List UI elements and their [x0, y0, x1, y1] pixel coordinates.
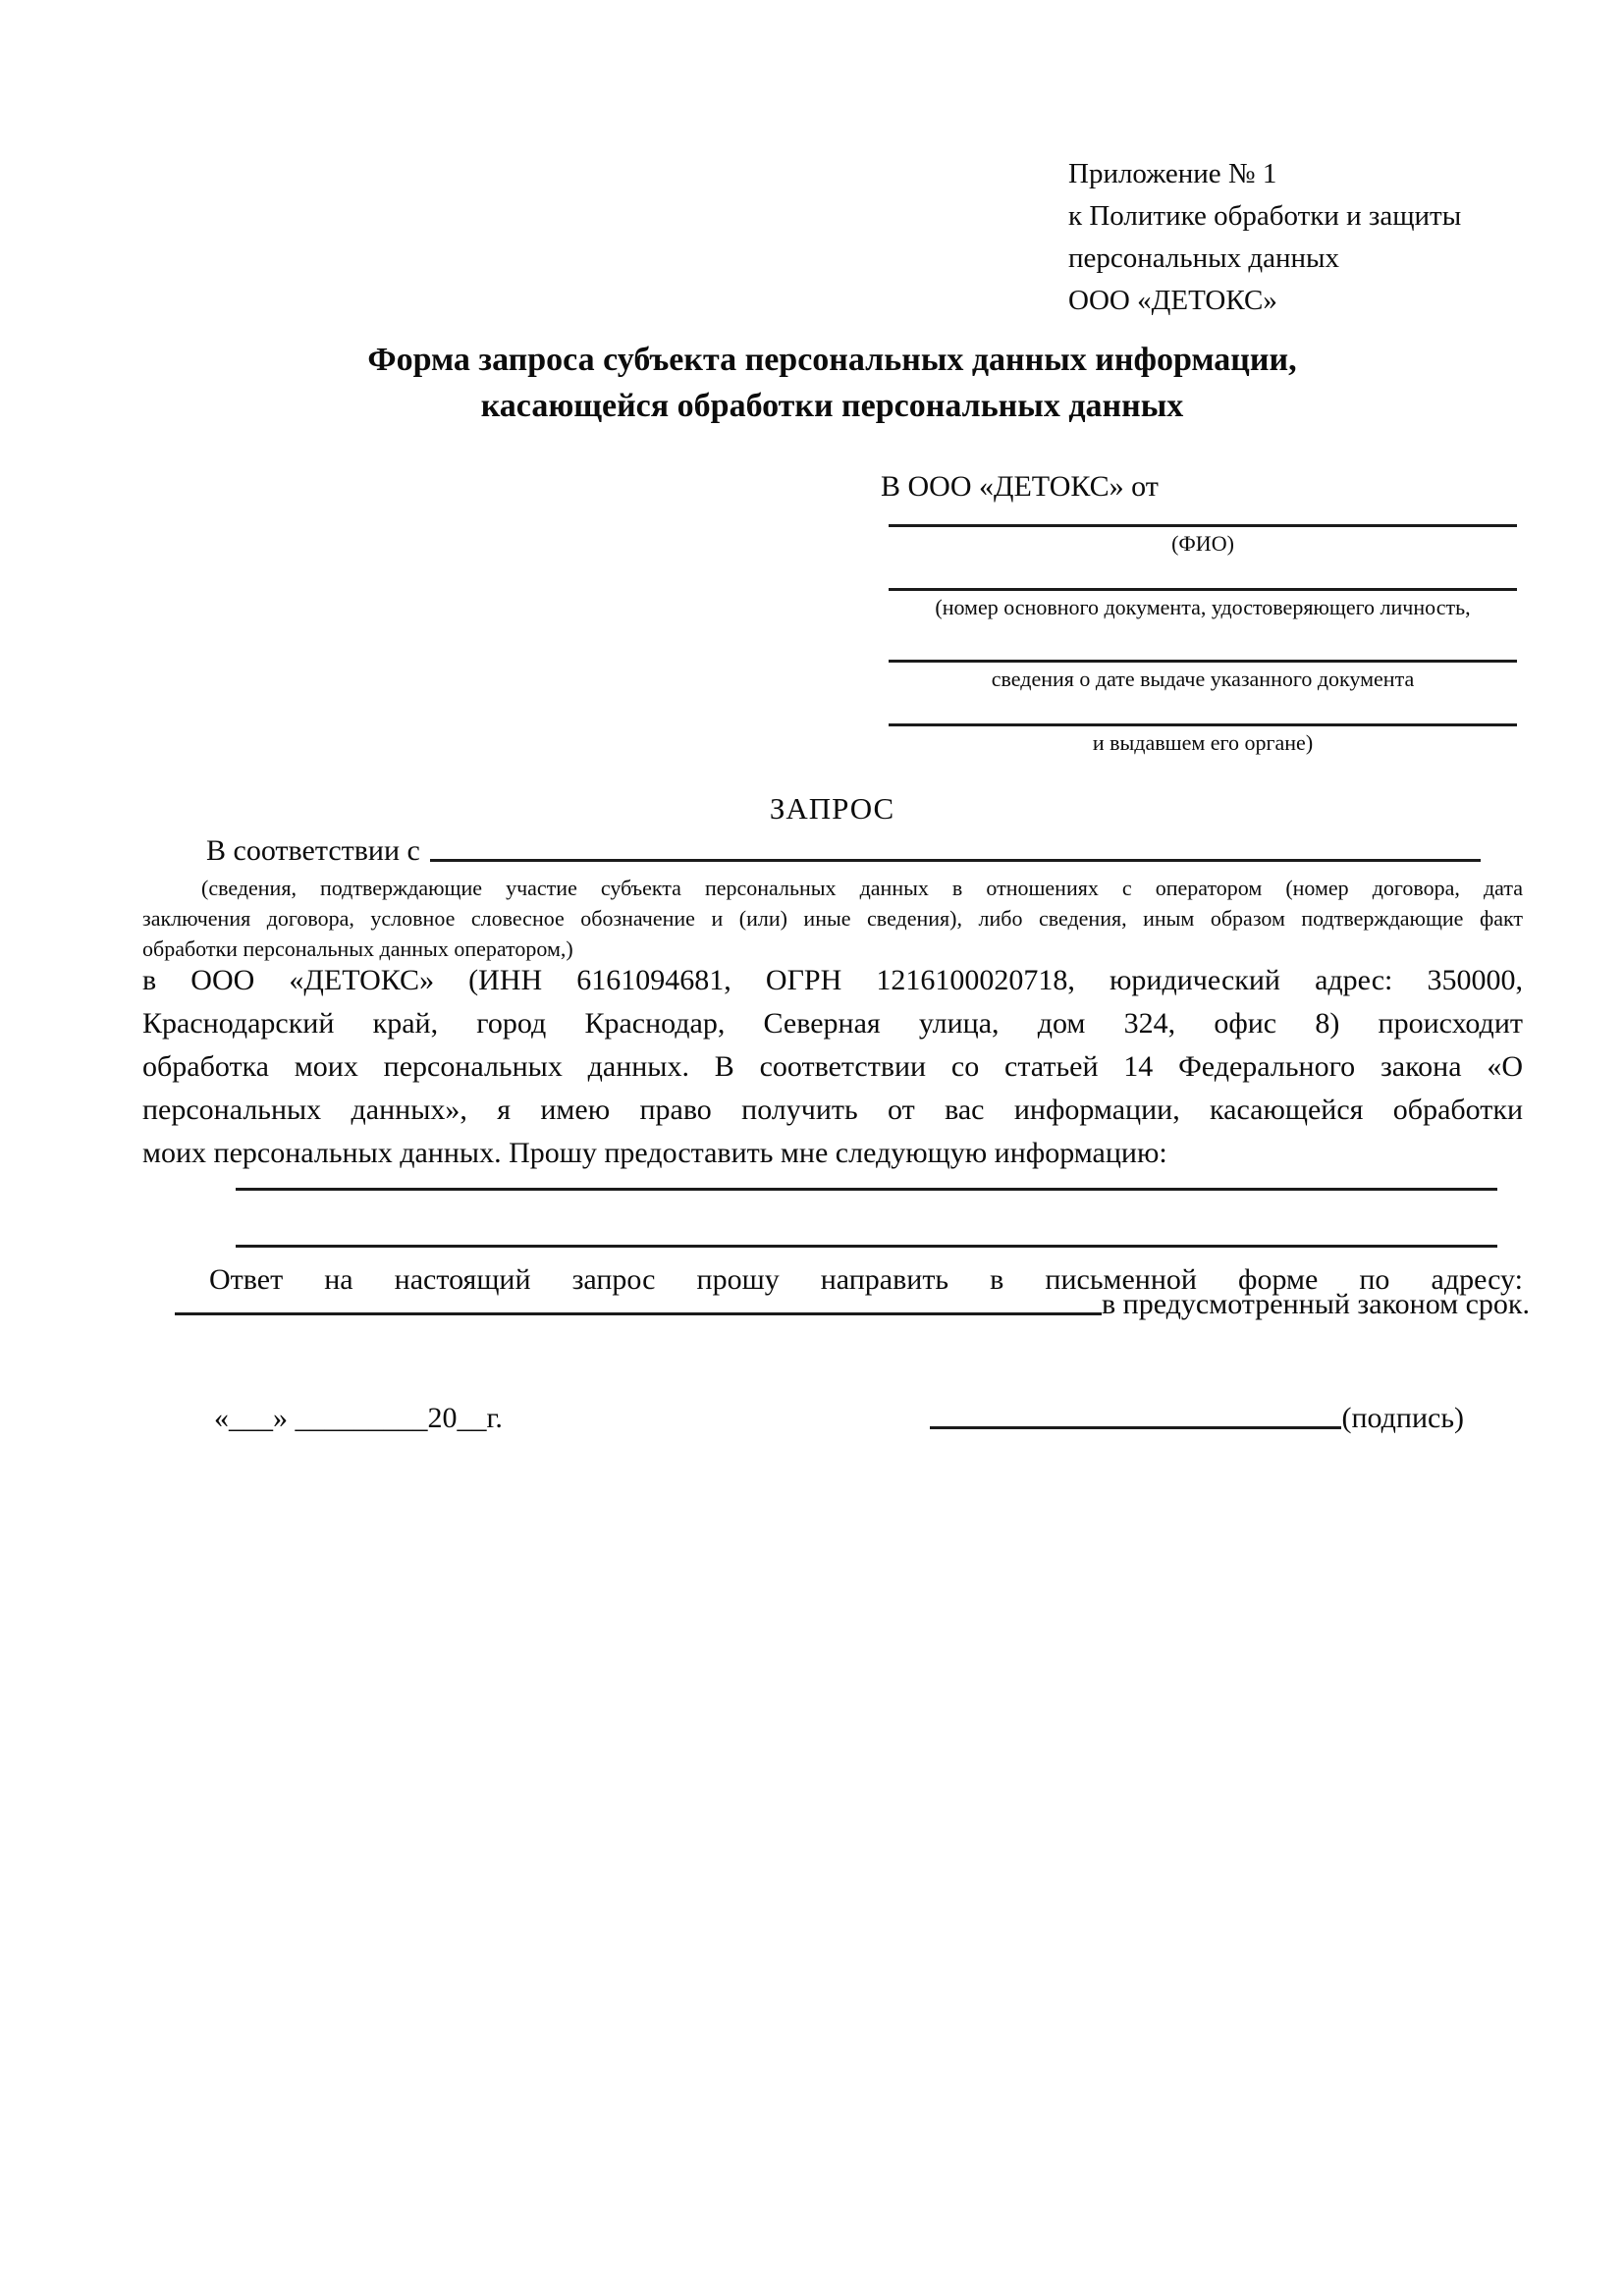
issue-date-field-caption: сведения о дате выдаче указанного документа [991, 667, 1415, 691]
reply-paragraph: Ответ на настоящий запрос прошу направить в письменной форме по адресу: [209, 1263, 1523, 1296]
issue-date-field [889, 660, 1517, 692]
intro-prefix: В соответствии с [206, 834, 420, 867]
issue-date-field-underline [889, 660, 1517, 663]
body-line: Краснодарский край, город Краснодар, Северная улица, дом 324, офис 8) происходит [142, 1007, 1523, 1040]
issuing-authority-field-caption: и выдавшем его органе) [1092, 730, 1314, 755]
information-blank-line-1 [236, 1188, 1497, 1191]
signature-underline [930, 1426, 1341, 1429]
body-line: в ООО «ДЕТОКС» (ИНН 6161094681, ОГРН 1216100020718, юридический адрес: 350000, [142, 964, 1523, 996]
body-paragraph [142, 959, 1523, 1175]
signature-caption: (подпись) [1341, 1402, 1464, 1434]
fio-field [889, 524, 1517, 557]
document-number-field-caption: (номер основного документа, удостоверяющего личность, [935, 595, 1471, 619]
fine-print-line: заключения договора, условное словесное обозначение и (или) иные сведения), либо сведения, иным образом подтверждающие факт [142, 906, 1523, 931]
page-title-line: Форма запроса субъекта персональных данных информации, [367, 342, 1297, 378]
page-title-line: касающейся обработки персональных данных [480, 388, 1184, 424]
appendix-block [1068, 153, 1461, 322]
request-heading: ЗАПРОС [769, 791, 895, 826]
document-number-field [889, 588, 1517, 620]
fio-field-caption: (ФИО) [1171, 531, 1234, 556]
intro-blank-underline [430, 859, 1481, 862]
document-number-field-underline [889, 588, 1517, 591]
address-blank-underline [175, 1312, 1102, 1315]
appendix-line: Приложение № 1 [1068, 158, 1277, 189]
appendix-line: к Политике обработки и защиты [1068, 200, 1462, 232]
fine-print-line: обработки персональных данных оператором,) [142, 936, 573, 961]
reply-suffix: в предусмотренный законом срок. [1102, 1288, 1530, 1320]
issuing-authority-field-underline [889, 723, 1517, 726]
page-title [142, 337, 1522, 429]
body-line: персональных данных», я имею право получить от вас информации, касающейся обработки [142, 1094, 1523, 1126]
signature-group [930, 1402, 1464, 1435]
date-line: «___» _________20__г. [214, 1402, 503, 1434]
fine-print-line: (сведения, подтверждающие участие субъекта персональных данных в отношениях с оператором (номер договора, дата [201, 876, 1523, 900]
addressee-to-line: В ООО «ДЕТОКС» от [881, 470, 1159, 503]
issuing-authority-field [889, 723, 1517, 756]
footer-row [214, 1402, 1464, 1435]
intro-line [142, 834, 1522, 868]
body-line: обработка моих персональных данных. В соответствии со статьей 14 Федерального закона «О [142, 1050, 1523, 1083]
fio-field-underline [889, 524, 1517, 527]
fine-print-note [142, 873, 1523, 964]
reply-address-line [175, 1288, 1530, 1321]
appendix-line: ООО «ДЕТОКС» [1068, 285, 1277, 316]
body-line: моих персональных данных. Прошу предоставить мне следующую информацию: [142, 1137, 1167, 1169]
information-blank-line-2 [236, 1245, 1497, 1248]
appendix-line: персональных данных [1068, 242, 1340, 274]
